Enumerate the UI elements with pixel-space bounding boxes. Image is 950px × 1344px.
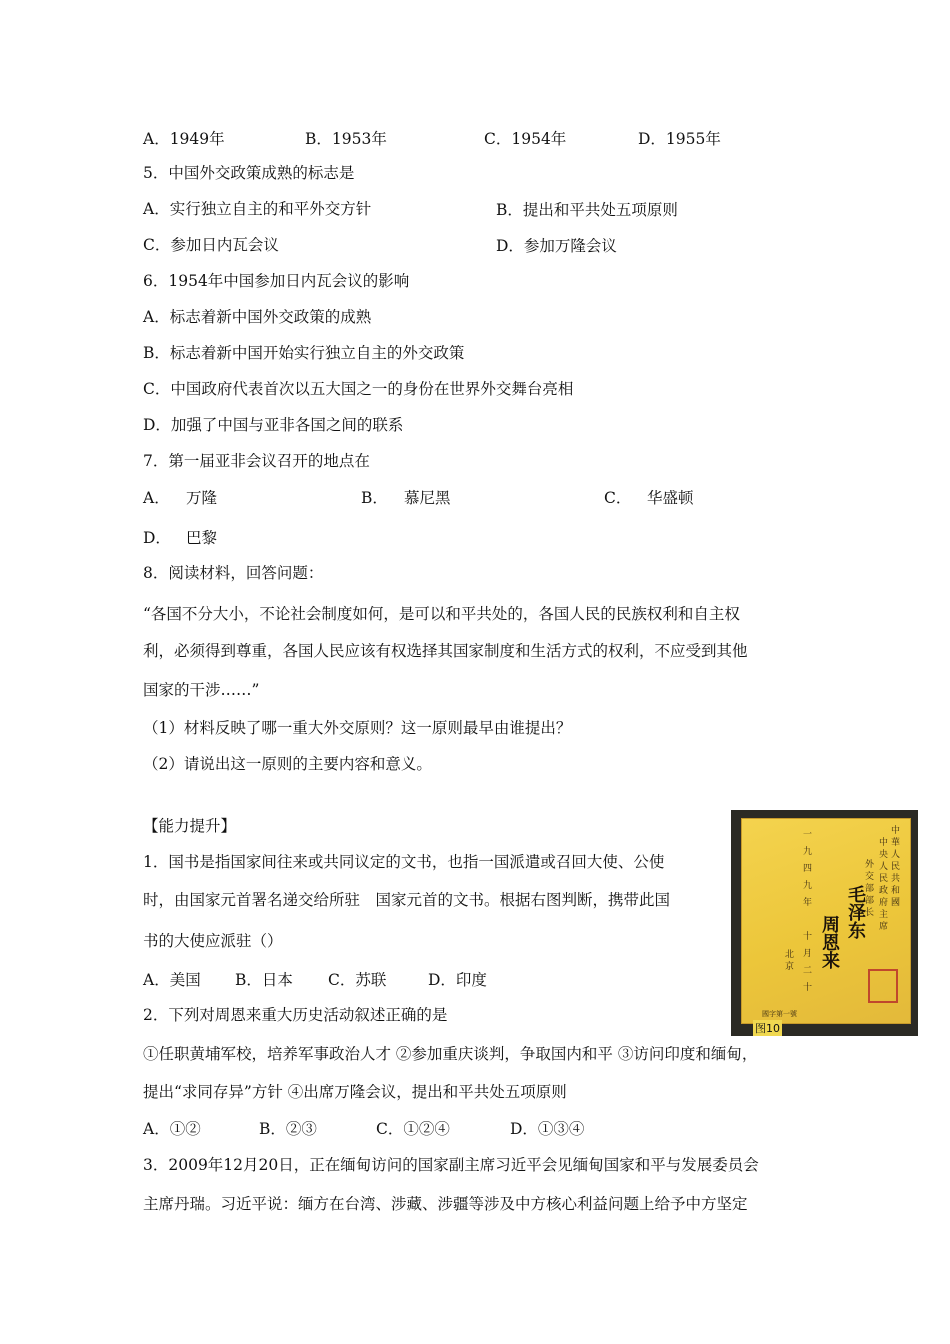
- q8-quote-line-3: 国家的干涉……”: [143, 681, 260, 699]
- figure-signature-2: 周恩来: [819, 915, 840, 969]
- q6-option-b: B．标志着新中国开始实行独立自主的外交政策: [143, 344, 465, 362]
- credential-letter-photo: [731, 810, 918, 1036]
- figure-col-right-2: 中央人民政府主席: [877, 837, 887, 933]
- q4-option-c: C．1954年: [484, 130, 567, 148]
- p3-line-2: 主席丹瑞。习近平说：缅方在台湾、涉藏、涉疆等涉及中方核心利益问题上给予中方坚定: [143, 1195, 748, 1213]
- q5-stem: 5．中国外交政策成熟的标志是: [143, 164, 355, 182]
- q4-option-b: B．1953年: [305, 130, 387, 148]
- q7-option-c-text: 华盛顿: [647, 489, 694, 507]
- credential-letter-paper: [741, 818, 911, 1024]
- q6-option-c: C．中国政府代表首次以五大国之一的身份在世界外交舞台亮相: [143, 380, 574, 398]
- q4-option-a: A．1949年: [143, 130, 225, 148]
- p1-option-a: A．美国: [143, 971, 201, 989]
- p2-stem: 2．下列对周恩来重大历史活动叙述正确的是: [143, 1006, 448, 1024]
- q8-quote-line-2: 利，必须得到尊重，各国人民应该有权选择其国家制度和生活方式的权利，不应受到其他: [143, 642, 748, 660]
- q7-option-c-letter: C．: [604, 489, 632, 507]
- q5-option-b: B．提出和平共处五项原则: [496, 201, 678, 219]
- p2-option-a: A．①②: [143, 1120, 201, 1138]
- p1-option-d: D．印度: [428, 971, 487, 989]
- p2-line-2: 提出“求同存异”方针 ④出席万隆会议，提出和平共处五项原则: [143, 1083, 567, 1101]
- figure-col-right: 中華人民共和國: [889, 825, 899, 909]
- figure-signature-1: 毛泽东: [845, 885, 866, 939]
- q5-option-c: C．参加日内瓦会议: [143, 236, 279, 254]
- figure-col-mid: 外交部部长: [863, 859, 873, 919]
- q7-option-d-text: 巴黎: [186, 529, 218, 547]
- q6-option-d: D．加强了中国与亚非各国之间的联系: [143, 416, 404, 434]
- q5-option-d: D．参加万隆会议: [496, 237, 617, 255]
- q4-option-d: D．1955年: [638, 130, 721, 148]
- q8-stem: 8．阅读材料，回答问题：: [143, 564, 324, 582]
- q8-quote-line-1: “各国不分大小，不论社会制度如何，是可以和平共处的，各国人民的民族权利和自主权: [143, 605, 740, 623]
- q7-option-a-text: 万隆: [186, 489, 218, 507]
- figure-col-place: 北京: [783, 949, 793, 973]
- p1-option-b: B．日本: [235, 971, 293, 989]
- p2-option-b: B．②③: [259, 1120, 317, 1138]
- p1-option-c: C．苏联: [328, 971, 387, 989]
- figure-stamp-text: 國字第一號: [762, 1010, 797, 1018]
- q7-option-b-text: 慕尼黑: [404, 489, 451, 507]
- section-title: 【能力提升】: [143, 817, 237, 835]
- p2-line-1: ①任职黄埔军校，培养军事政治人才 ②参加重庆谈判，争取国内和平 ③访问印度和缅甸，: [143, 1045, 758, 1063]
- p1-line-1: 1．国书是指国家间往来或共同议定的文书，也指一国派遣或召回大使、公使: [143, 853, 665, 871]
- q7-option-b-letter: B．: [361, 489, 388, 507]
- p2-option-d: D．①③④: [510, 1120, 585, 1138]
- q7-option-d-letter: D．: [143, 529, 171, 547]
- q5-option-a: A．实行独立自主的和平外交方针: [143, 200, 372, 218]
- q7-stem: 7．第一届亚非会议召开的地点在: [143, 452, 370, 470]
- q6-stem: 6．1954年中国参加日内瓦会议的影响: [143, 272, 410, 290]
- q8-subquestion-2: （2）请说出这一原则的主要内容和意义。: [143, 755, 432, 773]
- q8-subquestion-1: （1）材料反映了哪一重大外交原则？这一原则最早由谁提出？: [143, 719, 572, 737]
- q7-option-a-letter: A．: [143, 489, 170, 507]
- p1-line-2: 时，由国家元首署名递交给所驻 国家元首的文书。根据右图判断，携带此国: [143, 891, 671, 909]
- figure-caption: 图10: [755, 1022, 780, 1035]
- p2-option-c: C．①②④: [376, 1120, 450, 1138]
- figure-col-date: 一九四九年 十月二十: [801, 829, 811, 999]
- p3-line-1: 3．2009年12月20日，正在缅甸访问的国家副主席习近平会见缅甸国家和平与发展委员会: [143, 1156, 759, 1174]
- q6-option-a: A．标志着新中国外交政策的成熟: [143, 308, 372, 326]
- p1-line-3: 书的大使应派驻（）: [143, 932, 283, 950]
- red-seal: [868, 969, 898, 1003]
